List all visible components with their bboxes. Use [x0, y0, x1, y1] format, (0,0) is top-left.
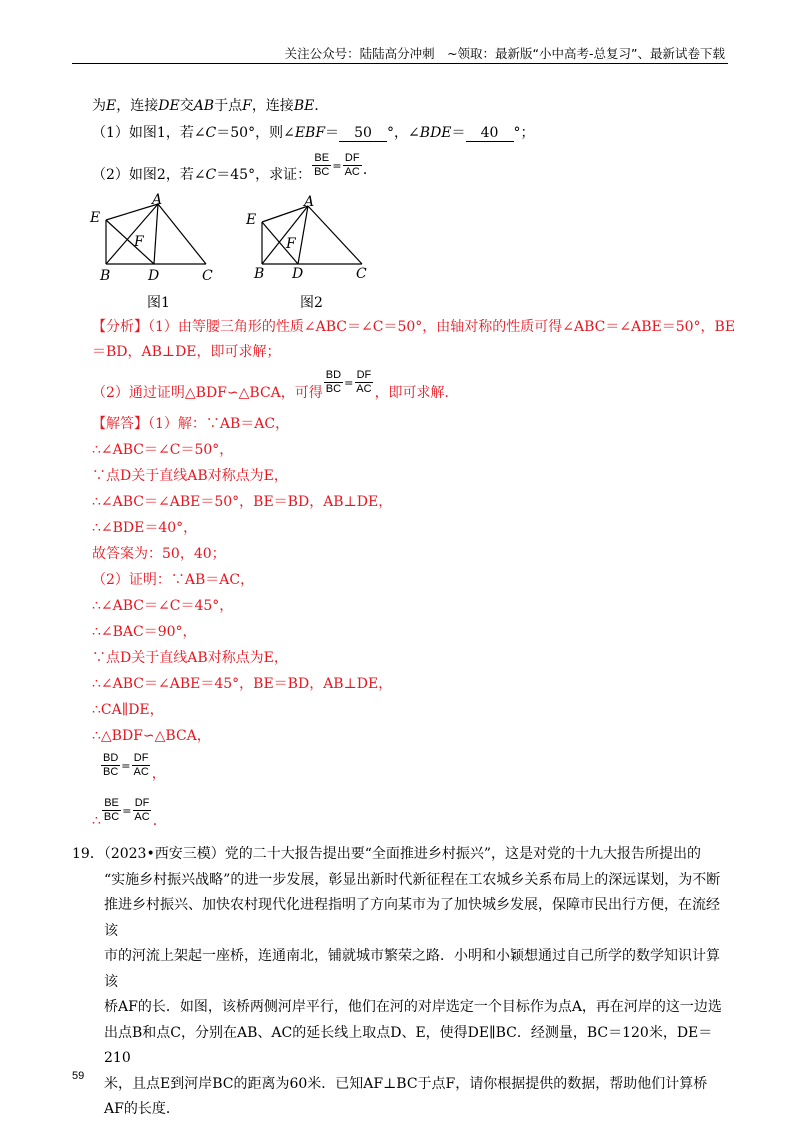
solution-line: ∴∠BAC＝90°， [92, 624, 197, 640]
figure-2-caption: 图2 [300, 295, 323, 311]
solution-line: ∴CA∥DE， [92, 702, 164, 718]
analysis-tag: 【分析】 [92, 319, 148, 335]
header-rule [72, 63, 728, 64]
solution-line: ∵点D关于直线AB对称点为E， [92, 468, 288, 484]
fig2-label-F: F [286, 236, 296, 252]
question-1: （1）如图1，若∠C＝50°，则∠EBF＝ 50 °，∠BDE＝ 40 °； [92, 125, 535, 141]
fig2-label-A: A [304, 194, 315, 210]
analysis-line-3: （2）通过证明△BDF∽△BCA，可得 $\frac{BD}{BC}$ = $\frac{DF}{AC}$ ，即可求解． [92, 369, 459, 401]
solution-line: ∴△BDF∽△BCA， [92, 728, 211, 744]
fig2-label-C: C [356, 266, 367, 282]
fig2-label-B: B [254, 266, 265, 282]
q19-number: 19． [72, 846, 104, 862]
fig1-label-C: C [202, 268, 213, 284]
answer-blank-1: 50 [339, 126, 387, 142]
fraction-df-ac: $\frac{DF}{AC}$ [344, 152, 360, 178]
answer-blank-2: 40 [466, 126, 514, 142]
figure-1 [84, 192, 224, 292]
solution-fraction-line-2: ∴ $\frac{BE}{BC}$ = $\frac{DF}{AC}$ ． [92, 797, 167, 829]
analysis-line-2: ＝BD，AB⊥DE，即可求解； [92, 344, 281, 360]
problem-intro-line: 为E，连接DE交AB于点F，连接BE． [92, 98, 329, 114]
page-number: 59 [72, 1070, 85, 1082]
question-19: 19．（2023•西安三模）党的二十大报告提出要“全面推进乡村振兴”，这是对党的十九大报告所提出的 “实施乡村振兴战略”的进一步发展，彰显出新时代新征程在工农城乡关系布局上的深远谋划，为不断 推进乡村振兴、加快农村现代化进程指明了方向某市为了加快城乡发展，保障市民出行方便，在流经该 市的河流上架起一座桥，连通南北，铺就城市繁荣之路．小明和小颖想通过自己所学的数学知识计算该 桥AF的长．如图，该桥两侧河岸平行，他们在河的对岸选定一个目标作为点A，再在河岸的这一边选 出点B和点C，分别在AB、AC的延长线上取点D、E，使得DE∥BC．经测量，BC＝120米，DE＝210 米，且点E到河岸BC的距离为60米．已知AF⊥BC于点F，请你根据提供的数据，帮助他们计算桥 AF的长度． [72, 842, 732, 1123]
page-header: 关注公众号：陆陆高分冲刺 ~领取：最新版“小中高考-总复习”、最新试卷下载 [284, 46, 725, 61]
fig1-label-F: F [134, 234, 144, 250]
solution-line: ∴∠ABC＝∠ABE＝45°，BE＝BD，AB⊥DE， [92, 676, 393, 692]
solution-line: ∴∠ABC＝∠ABE＝50°，BE＝BD，AB⊥DE， [92, 494, 393, 510]
solution-line: （2）证明：∵AB＝AC， [92, 572, 255, 588]
solution-fraction-line-1: $\frac{BD}{BC}$ = $\frac{DF}{AC}$ ， [103, 752, 166, 782]
solution-line: ∵点D关于直线AB对称点为E， [92, 650, 288, 666]
figure-2 [242, 192, 372, 292]
figure-1-caption: 图1 [147, 295, 170, 311]
solution-tag: 【解答】 [92, 416, 148, 432]
solution-line: ∴∠ABC＝∠C＝50°， [92, 442, 234, 458]
fig1-label-D: D [148, 268, 160, 284]
solution-line: 故答案为：50，40； [92, 546, 226, 562]
fig1-label-A: A [152, 192, 163, 208]
fig2-label-D: D [292, 266, 304, 282]
fig1-label-E: E [90, 210, 101, 226]
q19-line-1: 19．（2023•西安三模）党的二十大报告提出要“全面推进乡村振兴”，这是对党的十九大报告所提出的 [72, 846, 702, 862]
question-2: （2）如图2，若∠C＝45°，求证： $\frac{BE}{BC}$ = $\frac{DF}{AC}$ ． [92, 152, 377, 183]
fig1-label-B: B [100, 268, 111, 284]
solution-line: ∴∠ABC＝∠C＝45°， [92, 598, 234, 614]
fraction-be-bc: $\frac{BE}{BC}$ [314, 152, 330, 178]
solution-line: ∴∠BDE＝40°， [92, 520, 198, 536]
analysis-line-1: 【分析】（1）由等腰三角形的性质∠ABC＝∠C＝50°，由轴对称的性质可得∠ABC＝∠ABE＝50°，BE [92, 319, 736, 335]
solution-line-1: 【解答】（1）解：∵AB＝AC， [92, 416, 290, 432]
fig2-label-E: E [246, 212, 257, 228]
